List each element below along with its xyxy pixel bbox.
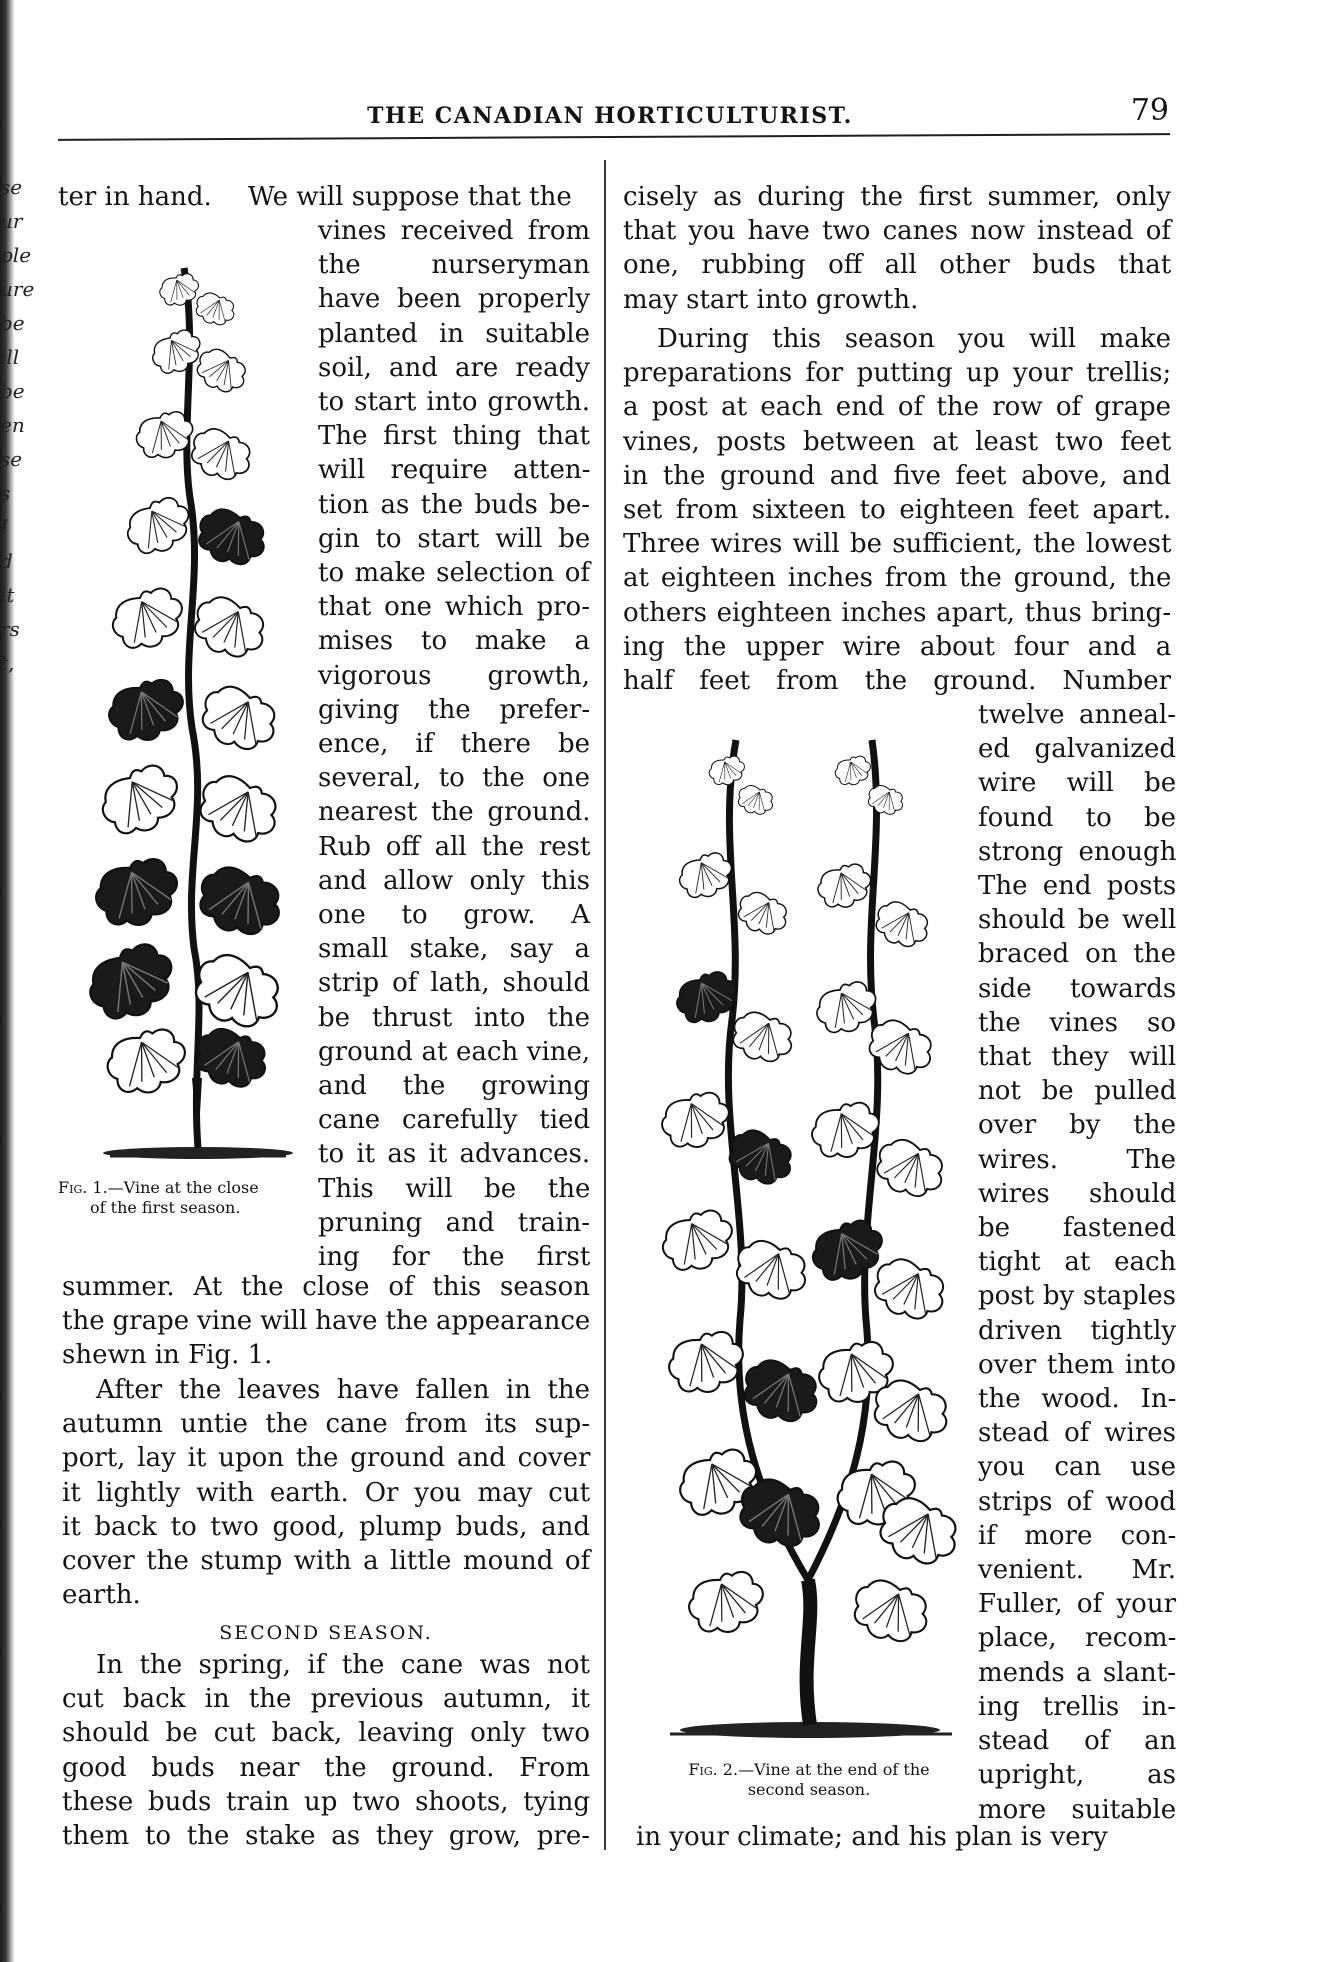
gutter-fragment: ur — [0, 209, 23, 233]
text-line: strong enough — [978, 836, 1177, 867]
text-line: place, recom- — [978, 1623, 1177, 1654]
text-line: strips of wood — [978, 1486, 1176, 1517]
first-line-fragment: ter in hand. — [58, 182, 212, 212]
text-line: Rub off all the rest — [318, 831, 591, 862]
gutter-fragment: ple — [0, 243, 32, 267]
text-line: nearest the ground. — [318, 797, 591, 828]
text-line: small stake, say a — [318, 934, 590, 965]
text-line: that one which pro- — [318, 592, 590, 623]
text-line: one, rubbing off all other buds that — [623, 250, 1172, 281]
text-line: set from sixteen to eighteen feet apart. — [623, 495, 1172, 526]
text-line: wire will be — [978, 768, 1177, 799]
right-wide-text-2 — [623, 322, 1171, 698]
text-line: the nurseryman — [318, 250, 590, 281]
text-line: wires should — [978, 1178, 1177, 1209]
fig2-caption — [644, 1760, 974, 1800]
fig1-caption-label: Fig. 1. — [58, 1178, 108, 1197]
text-line: twelve anneal- — [978, 700, 1176, 730]
gutter-fragment: it — [0, 583, 15, 607]
gutter-fragment: t, — [0, 651, 15, 675]
text-line: at eighteen inches from the ground, the — [623, 563, 1172, 594]
right-wide-text-1 — [623, 180, 1171, 317]
gutter-fragment: ill — [0, 345, 20, 369]
text-line: that they will — [978, 1042, 1177, 1073]
text-line: ed galvanized — [978, 734, 1176, 765]
text-line: in the ground and five feet above, and — [623, 460, 1171, 491]
text-line: ground at each vine, — [318, 1036, 591, 1067]
fig2-trunk — [807, 1580, 811, 1725]
text-line: The first thing that — [318, 421, 590, 452]
text-line: not be pulled — [978, 1076, 1177, 1107]
gutter-fragment: I — [0, 515, 8, 539]
fig2-caption-line1: —Vine at the end of the — [738, 1760, 930, 1779]
gutter-fragment: se — [0, 447, 23, 471]
previous-page-fragments — [0, 170, 35, 680]
text-line: the vines so — [978, 1007, 1176, 1038]
text-line: and allow only this — [318, 865, 590, 896]
gutter-fragment: be — [0, 311, 25, 335]
right-narrow-text — [978, 698, 1176, 1827]
text-line: cisely as during the first summer, only — [623, 182, 1171, 212]
text-line: these buds train up two shoots, tying — [62, 1786, 590, 1817]
text-line: cover the stump with a little mound of — [62, 1546, 591, 1577]
text-line: In the spring, if the cane was not — [96, 1650, 590, 1680]
text-line: ing trellis in- — [978, 1691, 1176, 1722]
fig1-caption — [58, 1178, 318, 1218]
text-line: upright, as — [978, 1760, 1176, 1791]
running-head: THE CANADIAN HORTICULTURIST. — [367, 103, 853, 129]
text-line: autumn untie the cane from its sup- — [62, 1409, 590, 1440]
text-line: driven tightly — [978, 1315, 1177, 1346]
text-line: stead of an — [978, 1726, 1177, 1757]
text-line: more suitable — [978, 1794, 1177, 1825]
text-line: venient. Mr. — [978, 1555, 1176, 1586]
text-line: vines, posts between at least two feet — [623, 426, 1172, 457]
gutter-fragment: be — [0, 379, 25, 403]
text-line: stead of wires — [978, 1418, 1176, 1449]
text-line: over by the — [978, 1110, 1176, 1141]
text-line: the grape vine will have the appearance — [62, 1306, 591, 1337]
text-line: planted in suitable — [318, 318, 590, 349]
fig1-foliage — [79, 270, 289, 1104]
text-line: After the leaves have fallen in the — [96, 1375, 590, 1405]
fig1-stem — [184, 268, 199, 1148]
page-number: 79 — [1130, 93, 1169, 128]
left-wide-text-1 — [62, 1270, 590, 1373]
text-line: shewn in Fig. 1. — [62, 1340, 273, 1371]
text-line: will require atten- — [318, 455, 591, 486]
header-rule — [58, 133, 1170, 141]
gutter-fragment: rs — [0, 617, 20, 641]
left-wide-text-3 — [62, 1648, 590, 1853]
text-line: and the growing — [318, 1071, 590, 1102]
text-line: wires. The — [978, 1144, 1176, 1175]
text-line: ence, if there be — [318, 729, 590, 760]
text-line: This will be the — [318, 1173, 591, 1204]
text-line: it lightly with earth. Or you may cut — [62, 1477, 591, 1508]
first-line-start: We will suppose that the — [248, 182, 572, 212]
gutter-fragment: s — [0, 481, 11, 505]
text-line: strip of lath, should — [318, 968, 590, 999]
text-line: good buds near the ground. From — [62, 1752, 590, 1783]
left-first-line — [58, 180, 598, 214]
text-line: Three wires will be sufficient, the lowest — [623, 529, 1172, 560]
text-line: The end posts — [978, 871, 1177, 902]
text-line: ing the upper wire about four and a — [623, 631, 1172, 662]
text-line: have been properly — [318, 284, 591, 315]
text-line: be thrust into the — [318, 1002, 590, 1033]
left-wide-text-2 — [62, 1373, 590, 1612]
text-line: cane carefully tied — [318, 1105, 591, 1136]
text-line: them to the stake as they grow, pre- — [62, 1821, 590, 1852]
text-line: cut back in the previous autumn, it — [62, 1684, 590, 1715]
text-line: vigorous growth, — [318, 660, 590, 691]
text-line: Fuller, of your — [978, 1589, 1176, 1620]
text-line: mises to make a — [318, 626, 590, 657]
text-line: to it as it advances. — [318, 1139, 591, 1170]
text-line: tion as the buds be- — [318, 489, 590, 520]
fig2-caption-line2: second season. — [747, 1780, 871, 1799]
text-line: to make selection of — [318, 558, 590, 589]
text-line: braced on the — [978, 939, 1176, 970]
fig2-vine-illustration — [640, 720, 970, 1750]
text-line: a post at each end of the row of grape — [623, 392, 1171, 423]
gutter-fragment: se — [0, 175, 23, 199]
fig1-caption-line1: —Vine at the close — [107, 1178, 259, 1197]
text-line: the wood. In- — [978, 1384, 1177, 1415]
text-line: gin to start will be — [318, 523, 591, 554]
text-line: that you have two canes now instead of — [623, 216, 1171, 247]
text-line: others eighteen inches apart, thus bring- — [623, 597, 1172, 628]
text-line: several, to the one — [318, 763, 590, 794]
text-line: if more con- — [978, 1520, 1177, 1551]
text-line: half feet from the ground. Number — [623, 666, 1172, 697]
text-line: port, lay it upon the ground and cover — [62, 1443, 591, 1474]
text-line: ing for the first — [318, 1242, 591, 1273]
text-line: summer. At the close of this season — [62, 1272, 590, 1302]
text-line: to start into growth. — [318, 387, 590, 418]
left-narrow-text — [318, 214, 590, 1274]
text-line: During this season you will make — [657, 324, 1171, 354]
text-line: post by staples — [978, 1281, 1176, 1312]
fig1-vine-illustration — [80, 248, 310, 1168]
text-line: one to grow. A — [318, 900, 590, 931]
text-line: giving the prefer- — [318, 694, 591, 725]
fig1-ground — [103, 1147, 293, 1159]
right-last-line: in your climate; and his plan is very — [636, 1822, 1108, 1852]
text-line: over them into — [978, 1349, 1177, 1380]
text-line: should be well — [978, 905, 1177, 936]
gutter-fragment: ure — [0, 277, 35, 301]
text-line: side towards — [978, 973, 1177, 1004]
text-line: preparations for putting up your trellis; — [623, 358, 1172, 389]
text-line: pruning and train- — [318, 1207, 590, 1238]
fig2-caption-label: Fig. 2. — [688, 1760, 739, 1779]
text-line: it back to two good, plump buds, and — [62, 1511, 590, 1542]
text-line: vines received from — [318, 216, 591, 246]
gutter-fragment: d — [0, 549, 13, 573]
fig1-caption-line2: of the first season. — [90, 1198, 241, 1217]
text-line: found to be — [978, 802, 1177, 833]
text-line: earth. — [62, 1580, 141, 1611]
text-line: mends a slant- — [978, 1657, 1176, 1688]
text-line: you can use — [978, 1452, 1176, 1483]
section-heading: SECOND SEASON. — [219, 1622, 433, 1644]
text-line: soil, and are ready — [318, 352, 590, 383]
column-rule — [604, 160, 606, 1850]
fig2-foliage — [655, 752, 966, 1651]
text-line: should be cut back, leaving only two — [62, 1718, 590, 1749]
text-line: may start into growth. — [623, 284, 919, 315]
text-line: be fastened — [978, 1213, 1176, 1244]
text-line: tight at each — [978, 1247, 1177, 1278]
gutter-fragment: en — [0, 413, 25, 437]
